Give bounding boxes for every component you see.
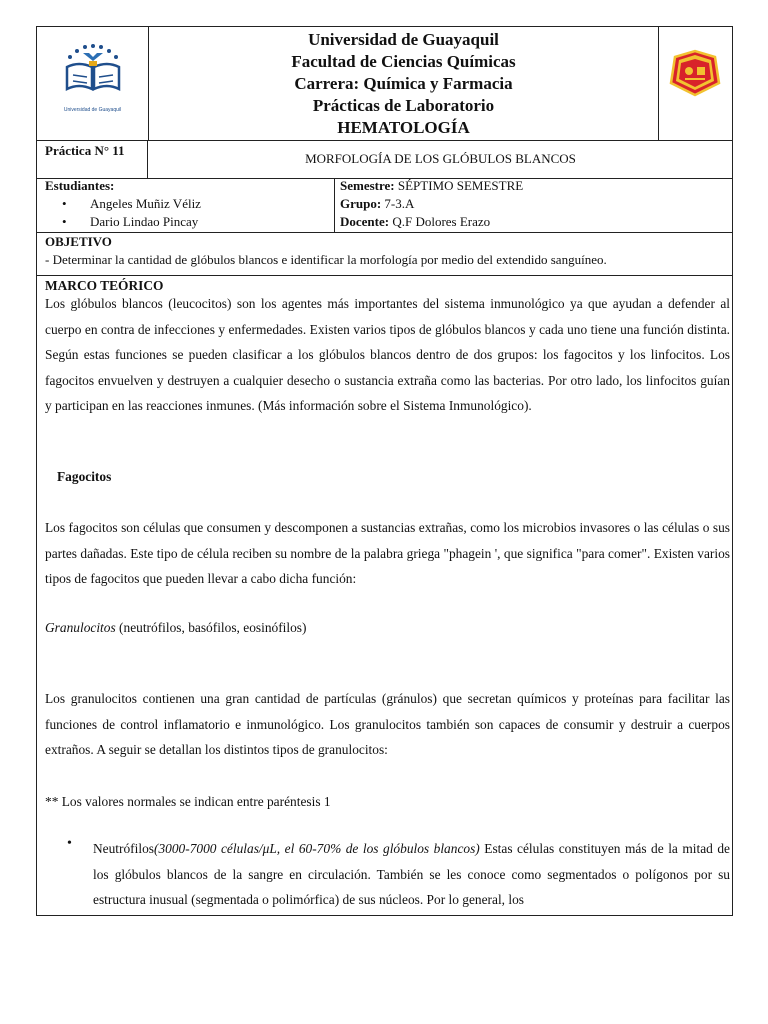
objective-heading: OBJETIVO [45, 234, 112, 249]
neutrofilos-values: (3000-7000 células/μL, el 60-70% de los glóbulos blancos) [154, 841, 480, 856]
group-value: 7-3.A [381, 196, 415, 211]
university-name: Universidad de Guayaquil [308, 30, 499, 49]
logo-caption: Universidad de Guayaquil [63, 107, 122, 113]
university-logo-icon [37, 27, 148, 140]
students-info-row [37, 178, 732, 233]
student-name: Angeles Muñiz Véliz [90, 196, 201, 211]
marco-paragraph-3: Los granulocitos contienen una gran cantidad de partículas (gránulos) que secretan químicos y proteínas para facilitar las funciones de control inflamatorio e inmunológico. Los granulocitos también son capaces de consumir y destruir a cuerpos extraños. A seguir se detallan los distintos tipos de granulocitos: [45, 691, 730, 758]
university-logo-cell [37, 27, 149, 140]
semester-label: Semestre: [340, 178, 395, 193]
normal-values-note: ** Los valores normales se indican entre paréntesis 1 [45, 794, 331, 809]
bullet-icon: • [62, 196, 67, 211]
faculty-seal-cell [658, 27, 732, 140]
neutrofilos-term: Neutrófilos [93, 841, 154, 856]
semester-line [340, 178, 523, 194]
marco-heading: MARCO TEÓRICO [45, 278, 164, 293]
practice-number: Práctica N° 11 [37, 140, 148, 178]
student-item [62, 214, 198, 230]
marco-paragraph-2: Los fagocitos son células que consumen y descomponen a sustancias extrañas, como los microbios invasores o las células o sus partes dañadas. Este tipo de célula reciben su nombre de la palabra griega "phagein ', que significa "para comer". Existen varios tipos de fagocitos que pueden llevar a cabo dicha función: [45, 520, 730, 587]
course-info-cell [335, 178, 732, 232]
practices-title: Prácticas de Laboratorio [312, 96, 495, 115]
practice-row [37, 140, 732, 179]
student-name: Dario Lindao Pincay [90, 214, 199, 229]
faculty-seal-icon [659, 27, 732, 140]
marco-paragraph-1: Los glóbulos blancos (leucocitos) son los agentes más importantes del sistema inmunológico ya que ayudan a defender al cuerpo en contra de infecciones y enfermedades. Existen varios tipos de glóbulos blancos y cada uno tiene una función distinta. Según estas funciones se pueden clasificar a los glóbulos blancos dentro de dos grupos: los fagocitos y los linfocitos. Los fagocitos envuelven y destruyen a cualquier desecho o sustancia extraña como las bacterias. Por otro lado, los linfocitos guían y participan en las reacciones inmunes. (Más información sobre el Sistema Inmunológico). [45, 296, 730, 414]
student-item [62, 196, 201, 212]
practice-title: MORFOLOGÍA DE LOS GLÓBULOS BLANCOS [305, 151, 576, 166]
bullet-icon: • [67, 836, 72, 851]
group-line [340, 196, 414, 212]
bullet-icon: • [62, 214, 67, 229]
header-titles [149, 27, 658, 139]
teacher-label: Docente: [340, 214, 390, 229]
subject-title: HEMATOLOGÍA [337, 118, 470, 137]
granulocitos-term: Granulocitos [45, 620, 116, 635]
objective-text: - Determinar la cantidad de glóbulos blancos e identificar la morfología por medio del extendido sanguíneo. [45, 252, 607, 267]
header-block [37, 27, 732, 141]
neutrofilos-text [93, 836, 730, 913]
granulocitos-line [45, 618, 730, 638]
group-label: Grupo: [340, 196, 382, 211]
document-page [36, 26, 733, 916]
faculty-name: Facultad de Ciencias Químicas [291, 52, 516, 71]
fagocitos-heading: Fagocitos [57, 469, 112, 484]
neutrofilos-description: Estas células constituyen más de la mitad de los glóbulos blancos de la sangre en circulación. También se les conoce como segmentados o polígonos por su estructura inusual (segmentada o polimórfica) de sus núcleos. Por lo general, los [93, 841, 730, 908]
career-name: Carrera: Química y Farmacia [294, 74, 513, 93]
marco-teorico-section [45, 277, 730, 908]
students-label: Estudiantes: [45, 178, 115, 193]
objective-row [37, 232, 732, 276]
granulocitos-rest: (neutrófilos, basófilos, eosinófilos) [115, 620, 307, 635]
students-cell [37, 178, 335, 232]
teacher-line [340, 214, 490, 230]
teacher-value: Q.F Dolores Erazo [389, 214, 491, 229]
semester-value: SÉPTIMO SEMESTRE [394, 178, 524, 193]
